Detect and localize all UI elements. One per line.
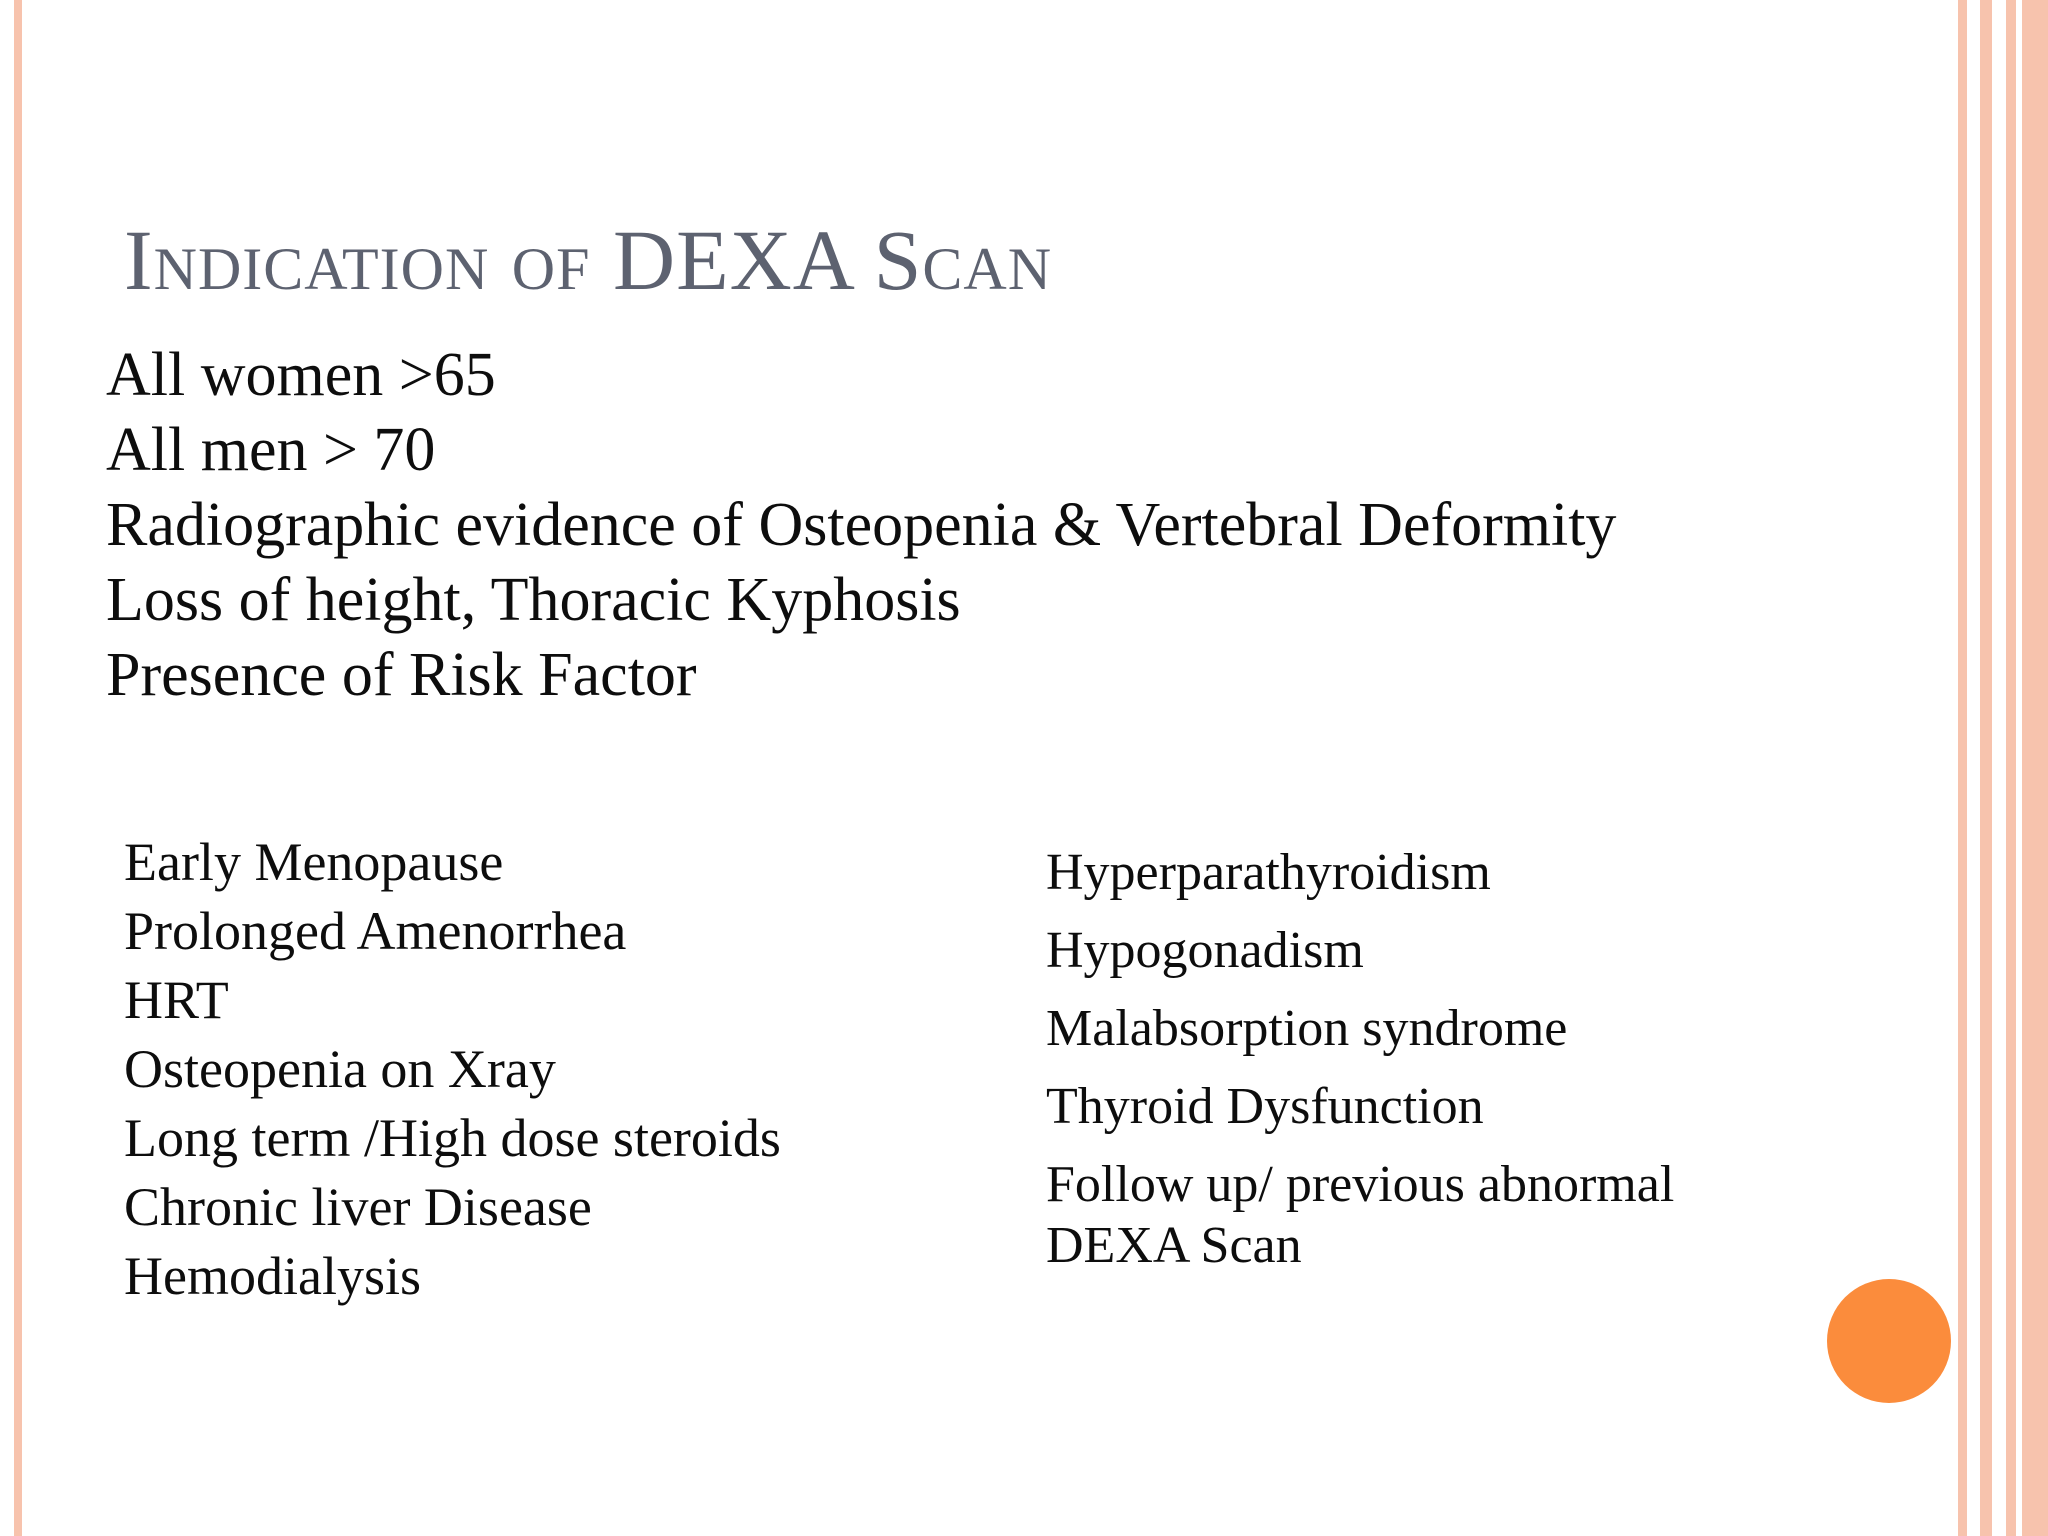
right-border-decoration — [1980, 0, 1992, 1536]
risk-factor-item: Hypogonadism — [1046, 922, 1364, 979]
risk-factor-item: Long term /High dose steroids — [124, 1108, 781, 1168]
indication-list — [106, 338, 1616, 713]
indication-item: Radiographic evidence of Osteopenia & Vertebral Deformity — [106, 491, 1617, 559]
indication-item: Loss of height, Thoracic Kyphosis — [106, 566, 961, 634]
risk-factor-item: Hemodialysis — [124, 1246, 421, 1306]
orange-circle-icon — [1827, 1279, 1951, 1403]
risk-factor-item: Malabsorption syndrome — [1046, 1000, 1568, 1057]
risk-factor-item: HRT — [124, 970, 229, 1030]
risk-factor-item: Follow up/ previous abnormal DEXA Scan — [1046, 1156, 1675, 1274]
indication-item: All women >65 — [106, 341, 496, 409]
risk-factor-list-right — [1046, 842, 1826, 1293]
right-border-gap — [2016, 0, 2022, 1536]
risk-factor-item: Prolonged Amenorrhea — [124, 901, 627, 961]
slide-title: Indication of DEXA Scan — [124, 212, 1053, 308]
risk-factor-item: Thyroid Dysfunction — [1046, 1078, 1484, 1135]
right-border-decoration — [2006, 0, 2048, 1536]
indication-item: Presence of Risk Factor — [106, 641, 697, 709]
risk-factor-item: Chronic liver Disease — [124, 1177, 592, 1237]
indication-item: All men > 70 — [106, 416, 436, 484]
right-border-decoration — [1958, 0, 1967, 1536]
risk-factor-item: Hyperparathyroidism — [1046, 844, 1491, 901]
risk-factor-item: Early Menopause — [124, 832, 504, 892]
risk-factor-item: Osteopenia on Xray — [124, 1039, 556, 1099]
risk-factor-list-left — [124, 828, 781, 1311]
left-border-decoration — [14, 0, 22, 1536]
